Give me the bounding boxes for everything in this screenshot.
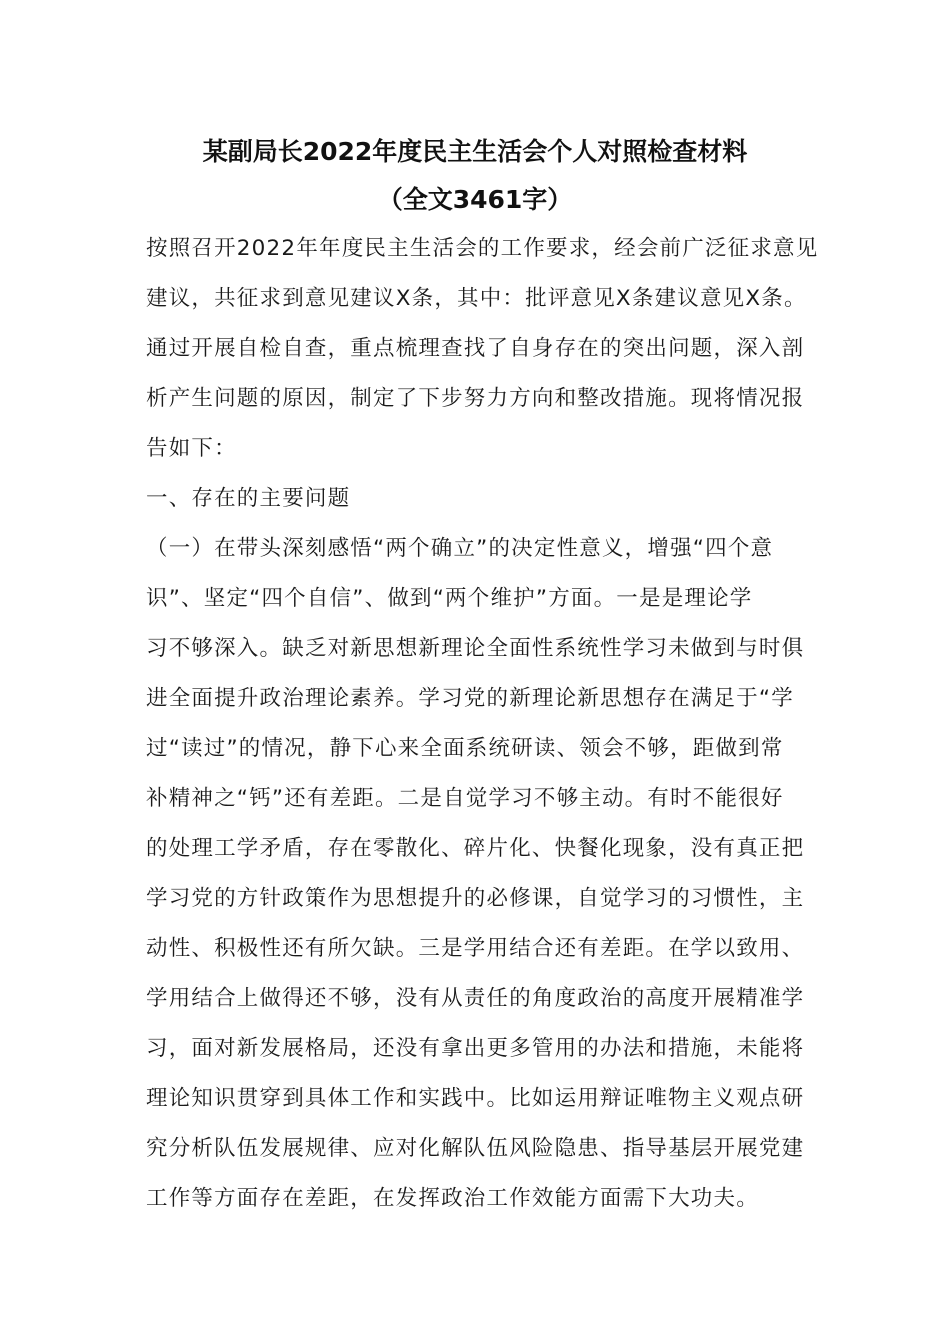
body-line: 动性、积极性还有所欠缺。三是学用结合还有差距。在学以致用、 bbox=[146, 936, 805, 961]
body-line: 的处理工学矛盾，存在零散化、碎片化、快餐化现象，没有真正把 bbox=[146, 836, 805, 861]
body-line: 建议，共征求到意见建议X条，其中：批评意见X条建议意见X条。 bbox=[146, 286, 807, 311]
body-line: 识”、坚定“四个自信”、做到“两个维护”方面。一是是理论学 bbox=[146, 586, 753, 611]
body-line: 析产生问题的原因，制定了下步努力方向和整改措施。现将情况报 bbox=[146, 386, 805, 411]
section-heading: 一、存在的主要问题 bbox=[146, 486, 351, 511]
body-line: 告如下： bbox=[146, 436, 237, 461]
body-line: 过“读过”的情况，静下心来全面系统研读、领会不够，距做到常 bbox=[146, 736, 784, 761]
body-line: 习不够深入。缺乏对新思想新理论全面性系统性学习未做到与时俱 bbox=[146, 636, 805, 661]
body-line: 究分析队伍发展规律、应对化解队伍风险隐患、指导基层开展党建 bbox=[146, 1136, 805, 1161]
document-title: 某副局长2022年度民主生活会个人对照检查材料 bbox=[202, 137, 748, 166]
body-line: 学习党的方针政策作为思想提升的必修课，自觉学习的习惯性，主 bbox=[146, 886, 805, 911]
body-line: 习，面对新发展格局，还没有拿出更多管用的办法和措施，未能将 bbox=[146, 1036, 805, 1061]
body-line: 理论知识贯穿到具体工作和实践中。比如运用辩证唯物主义观点研 bbox=[146, 1086, 805, 1111]
body-line: 进全面提升政治理论素养。学习党的新理论新思想存在满足于“学 bbox=[146, 686, 794, 711]
body-line: 学用结合上做得还不够，没有从责任的角度政治的高度开展精准学 bbox=[146, 986, 805, 1011]
document-subtitle: （全文3461字） bbox=[377, 185, 573, 214]
body-line: 通过开展自检自查，重点梳理查找了自身存在的突出问题，深入剖 bbox=[146, 336, 805, 361]
body-line: （一）在带头深刻感悟“两个确立”的决定性意义，增强“四个意 bbox=[146, 536, 774, 561]
body-line: 按照召开2022年年度民主生活会的工作要求，经会前广泛征求意见 bbox=[146, 236, 819, 261]
body-line: 工作等方面存在差距，在发挥政治工作效能方面需下大功夫。 bbox=[146, 1186, 759, 1211]
body-line: 补精神之“钙”还有差距。二是自觉学习不够主动。有时不能很好 bbox=[146, 786, 784, 811]
